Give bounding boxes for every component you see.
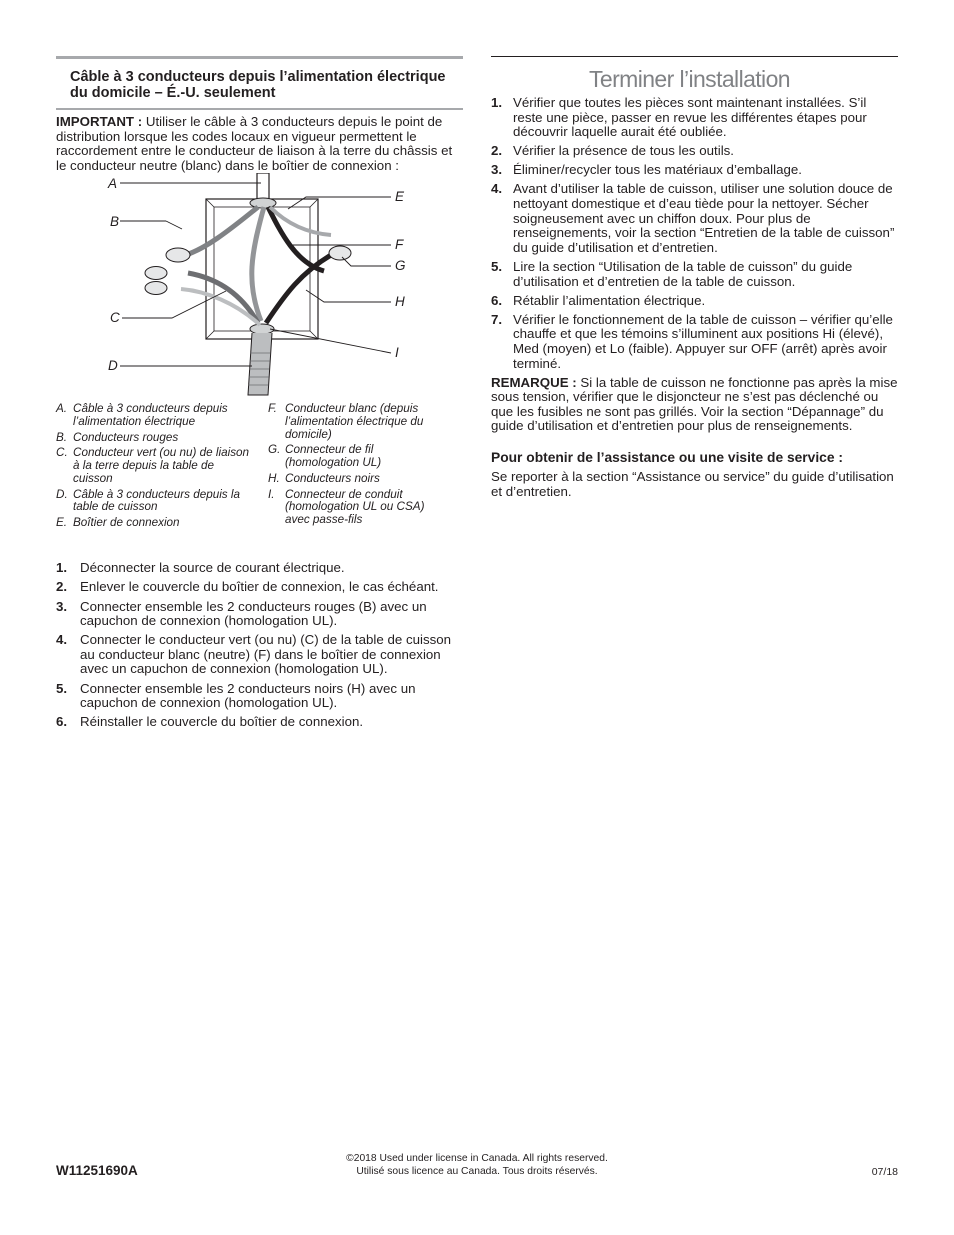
legend-item: C. Conducteur vert (ou nu) de liaison à la terre depuis la table de cuisson: [56, 446, 250, 485]
left-column: [56, 56, 463, 734]
step-item: 1. Déconnecter la source de courant électrique.: [56, 560, 345, 576]
page-title: Terminer l’installation: [589, 66, 790, 92]
document-code: W11251690A: [56, 1163, 138, 1178]
step-item: 6. Réinstaller le couvercle du boîtier de connexion.: [56, 714, 364, 730]
legend-item: D. Câble à 3 conducteurs depuis la table de cuisson: [56, 487, 240, 514]
right-column: [491, 56, 898, 499]
diagram-label-a: A: [108, 176, 118, 192]
section-heading: Câble à 3 conducteurs depuis l’alimentation électrique du domicile – É.-U. seulement: [70, 69, 446, 101]
diagram-label-c: C: [110, 310, 120, 326]
section-top-rule: [491, 56, 898, 57]
diagram-label-g: G: [395, 258, 406, 274]
legend-item: H. Conducteurs noirs: [268, 471, 380, 485]
step-item: 5. Lire la section “Utilisation de la table de cuisson” du guide d’utilisation et d’entretien de la table de cuisson.: [491, 258, 853, 289]
assistance-heading: Pour obtenir de l’assistance ou une visite de service :: [491, 449, 843, 465]
step-item: 1. Vérifier que toutes les pièces sont maintenant installées. S’il reste une pièce, passer en revue les différentes étapes pour découvrir laquelle aurait été oubliée.: [491, 95, 867, 140]
diagram-label-h: H: [395, 294, 405, 310]
finish-steps: [491, 96, 898, 371]
legend-item: F. Conducteur blanc (depuis l’alimentation électrique du domicile): [268, 402, 424, 441]
remarque-label: REMARQUE :: [491, 374, 577, 390]
assistance-text: Se reporter à la section “Assistance ou service” du guide d’utilisation et d’entretien.: [491, 468, 894, 499]
legend-item: E. Boîtier de connexion: [56, 516, 180, 529]
legend-column-left: [56, 403, 252, 532]
copyright-en: ©2018 Used under license in Canada. All rights reserved.: [346, 1153, 608, 1164]
remarque-text: Si la table de cuisson ne fonctionne pas après la mise sous tension, vérifier que le disjoncteur ne s’est pas déclenché ou que les fusibles ne sont pas grillés. Voir la section “Dépannage” du guide d’utilisation et d’entretien pour plus de renseignements.: [491, 374, 898, 434]
step-item: 5. Connecter ensemble les 2 conducteurs noirs (H) avec un capuchon de connexion (homologation UL).: [56, 680, 416, 711]
step-item: 7. Vérifier le fonctionnement de la table de cuisson – vérifier qu’elle chauffe et que les témoins s’illuminent aux positions Hi (élevé), Med (moyen) et Lo (faible). Appuyer sur OFF (arrêt) après avoir terminé.: [491, 311, 893, 371]
section-heading-rule: [56, 108, 463, 110]
legend-item: G. Connecteur de fil (homologation UL): [268, 443, 382, 470]
diagram-label-d: D: [108, 358, 118, 374]
important-label: IMPORTANT :: [56, 114, 143, 129]
step-item: 4. Connecter le conducteur vert (ou nu) (C) de la table de cuisson au conducteur blanc (neutre) (F) dans le boîtier de connexion avec un capuchon de connexion (homologation UL).: [56, 632, 452, 677]
copyright-notice: [300, 1153, 654, 1179]
legend-column-right: [268, 403, 448, 529]
copyright-fr: Utilisé sous licence au Canada. Tous droits réservés.: [356, 1165, 598, 1177]
step-item: 2. Enlever le couvercle du boîtier de connexion, le cas échéant.: [56, 579, 439, 595]
step-item: 2. Vérifier la présence de tous les outils.: [491, 143, 734, 159]
legend-item: A. Câble à 3 conducteurs depuis l’alimentation électrique: [56, 402, 228, 429]
diagram-label-i: I: [395, 345, 399, 361]
diagram-legend: [56, 403, 463, 543]
wiring-steps: [56, 561, 463, 729]
step-item: 3. Éliminer/recycler tous les matériaux d’emballage.: [491, 162, 802, 178]
step-item: 6. Rétablir l’alimentation électrique.: [491, 292, 706, 308]
legend-item: B. Conducteurs rouges: [56, 430, 179, 444]
important-note: [56, 115, 463, 173]
diagram-label-b: B: [110, 214, 120, 230]
step-item: 3. Connecter ensemble les 2 conducteurs rouges (B) avec un capuchon de connexion (homologation UL).: [56, 598, 427, 629]
section-top-rule: [56, 56, 463, 59]
wiring-diagram: [56, 173, 463, 401]
document-date: 07/18: [871, 1166, 898, 1178]
step-item: 4. Avant d’utiliser la table de cuisson, utiliser une solution douce de nettoyant domestique et d’eau tiède pour la nettoyer. Sécher soigneusement avec un chiffon doux. Pour plus de renseignements, voir la section “Entretien de la table de cuisson” du guide d’utilisation et d’entretien.: [491, 181, 895, 255]
legend-item: I. Connecteur de conduit (homologation UL ou CSA) avec passe-fils: [268, 487, 425, 526]
diagram-label-e: E: [395, 189, 405, 205]
remarque-note: [491, 376, 898, 434]
diagram-label-f: F: [395, 237, 404, 253]
important-text: Utiliser le câble à 3 conducteurs depuis le point de distribution lorsque les codes locaux en vigueur permettent le raccordement entre le conducteur de liaison à la terre du châssis et le conducteur neutre (blanc) dans le boîtier de connexion :: [56, 114, 453, 173]
